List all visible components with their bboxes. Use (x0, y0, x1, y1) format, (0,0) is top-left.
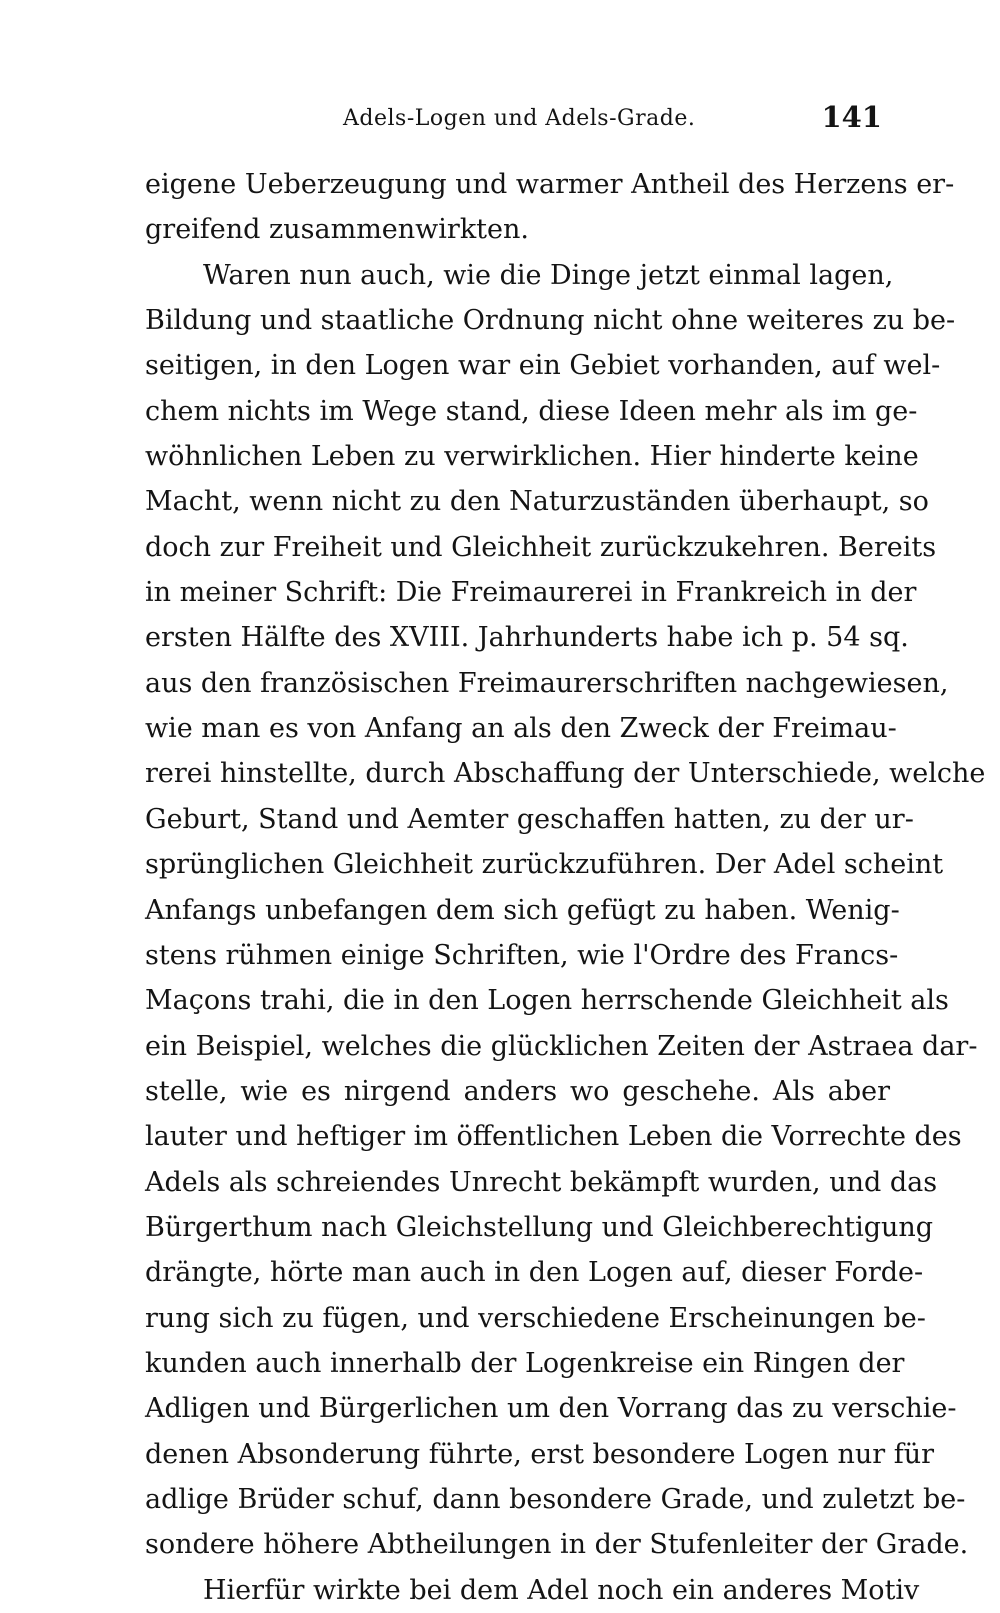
text-line: Maçons trahi, die in den Logen herrschende Gleichheit als (145, 985, 949, 1017)
text-line: Adels als schreiendes Unrecht bekämpft wurden, und das (145, 1166, 938, 1198)
text-line: wöhnlichen Leben zu verwirklichen. Hier hinderte keine (145, 441, 919, 473)
text-line: stens rühmen einige Schriften, wie l'Ordre des Francs- (145, 939, 899, 971)
text-line: Adligen und Bürgerlichen um den Vorrang das zu verschie- (145, 1393, 957, 1425)
text-line: rerei hinstellte, durch Abschaffung der Unterschiede, welche (145, 758, 986, 790)
text-line: aus den französischen Freimaurerschriften nachgewiesen, (145, 667, 949, 699)
text-line: kunden auch innerhalb der Logenkreise ein Ringen der (145, 1347, 905, 1379)
text-line: ersten Hälfte des XVIII. Jahrhunderts habe ich p. 54 sq. (145, 622, 909, 654)
text-line: wie man es von Anfang an als den Zweck der Freimau- (145, 713, 897, 745)
text-line: Bürgerthum nach Gleichstellung und Gleichberechtigung (145, 1211, 934, 1243)
text-line: chem nichts im Wege stand, diese Ideen mehr als im ge- (145, 395, 918, 427)
text-line: ein Beispiel, welches die glücklichen Zeiten der Astraea dar- (145, 1030, 978, 1062)
text-line: sondere höhere Abtheilungen in der Stufenleiter der Grade. (145, 1529, 969, 1561)
text-line: greifend zusammenwirkten. (145, 214, 529, 246)
text-line: Bildung und staatliche Ordnung nicht ohne weiteres zu be- (145, 305, 956, 337)
text-line: drängte, hörte man auch in den Logen auf, dieser Forde- (145, 1257, 924, 1289)
text-line: eigene Ueberzeugung und warmer Antheil des Herzens er- (145, 169, 955, 200)
text-line: rung sich zu fügen, und verschiedene Erscheinungen be- (145, 1302, 926, 1334)
text-line: adlige Brüder schuf, dann besondere Grade, und zuletzt be- (145, 1483, 966, 1515)
running-title: Adels-Logen und Adels-Grade. (343, 106, 696, 131)
text-line: denen Absonderung führte, erst besondere Logen nur für (145, 1438, 935, 1470)
text-line: Waren nun auch, wie die Dinge jetzt einmal lagen, (203, 259, 894, 291)
page-header (145, 100, 890, 144)
body-text (145, 162, 986, 1613)
text-line: doch zur Freiheit und Gleichheit zurückzukehren. Bereits (145, 531, 937, 563)
page-number: 141 (821, 100, 882, 134)
text-line: seitigen, in den Logen war ein Gebiet vorhanden, auf wel- (145, 350, 941, 382)
text-line: Anfangs unbefangen dem sich gefügt zu haben. Wenig- (145, 894, 900, 926)
text-line: Geburt, Stand und Aemter geschaffen hatten, zu der ur- (145, 803, 914, 835)
text-line: Hierfür wirkte bei dem Adel noch ein anderes Motiv (203, 1574, 920, 1606)
text-line: sprünglichen Gleichheit zurückzuführen. Der Adel scheint (145, 849, 944, 881)
text-line: lauter und heftiger im öffentlichen Leben die Vorrechte des (145, 1121, 962, 1153)
text-line: Macht, wenn nicht zu den Naturzuständen überhaupt, so (145, 486, 929, 518)
text-line: stelle, wie es nirgend anders wo geschehe. Als aber (145, 1075, 890, 1107)
text-line: in meiner Schrift: Die Freimaurerei in Frankreich in der (145, 577, 917, 609)
